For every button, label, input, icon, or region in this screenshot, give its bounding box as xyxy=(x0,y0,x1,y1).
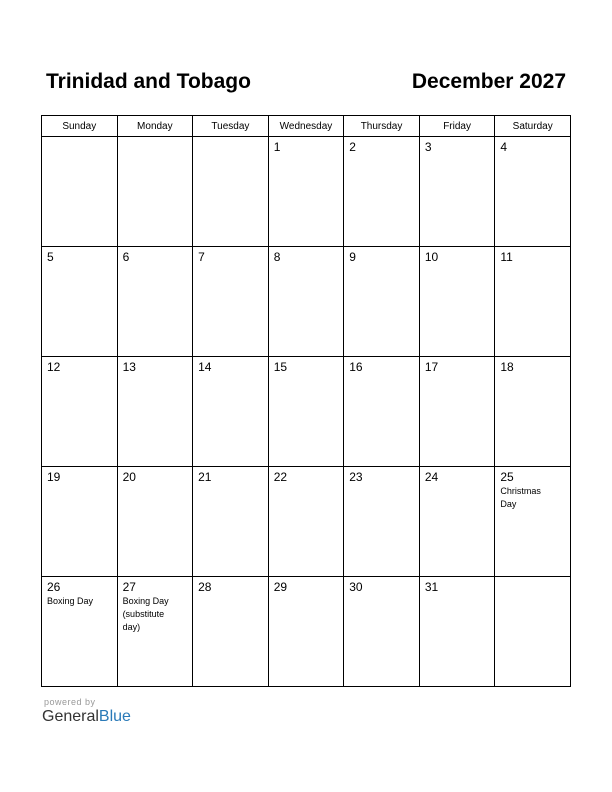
day-cell xyxy=(117,137,193,247)
day-cell xyxy=(419,577,495,687)
month-title: December 2027 xyxy=(411,70,566,93)
powered-by-text: powered by xyxy=(44,697,96,707)
day-number: 24 xyxy=(424,470,439,484)
day-cell xyxy=(42,357,118,467)
week-row xyxy=(42,577,571,687)
weekday-monday: Monday xyxy=(117,116,193,137)
calendar-grid xyxy=(41,115,571,687)
day-number: 16 xyxy=(349,360,363,374)
day-number: 17 xyxy=(424,360,439,374)
day-cell xyxy=(344,247,420,357)
day-cell xyxy=(344,577,420,687)
day-cell xyxy=(344,137,420,247)
day-number: 14 xyxy=(198,360,212,374)
day-number: 23 xyxy=(349,470,363,484)
day-cell xyxy=(268,467,344,577)
day-number: 6 xyxy=(122,250,130,264)
day-number: 27 xyxy=(122,580,136,594)
generalblue-logo[interactable] xyxy=(42,708,131,726)
calendar-header xyxy=(46,70,566,100)
day-number: 22 xyxy=(273,470,288,484)
day-number: 30 xyxy=(349,580,363,594)
weekday-header-row xyxy=(42,116,571,137)
day-cell xyxy=(42,577,118,687)
day-cell xyxy=(268,577,344,687)
day-cell xyxy=(268,357,344,467)
day-number: 2 xyxy=(349,140,356,154)
day-number: 8 xyxy=(273,250,281,264)
brand-blue: Blue xyxy=(98,708,131,725)
week-row xyxy=(42,137,571,247)
day-cell xyxy=(117,247,193,357)
day-cell xyxy=(42,467,118,577)
day-number: 12 xyxy=(47,360,61,374)
weekday-friday: Friday xyxy=(419,116,495,137)
day-cell xyxy=(117,467,193,577)
day-cell xyxy=(419,247,495,357)
day-number: 15 xyxy=(273,360,288,374)
day-cell xyxy=(117,357,193,467)
day-cell xyxy=(193,577,269,687)
day-number: 25 xyxy=(500,470,514,484)
day-number: 9 xyxy=(349,250,356,264)
day-cell xyxy=(495,137,571,247)
weekday-tuesday: Tuesday xyxy=(193,116,269,137)
day-cell xyxy=(268,247,344,357)
day-number: 19 xyxy=(47,470,61,484)
day-number: 5 xyxy=(47,250,54,264)
day-cell xyxy=(495,467,571,577)
week-row xyxy=(42,467,571,577)
day-cell xyxy=(419,137,495,247)
day-number: 3 xyxy=(424,140,432,154)
day-number: 31 xyxy=(424,580,439,594)
holiday-label: Boxing Day xyxy=(47,596,94,606)
day-cell xyxy=(42,137,118,247)
day-cell xyxy=(193,137,269,247)
holiday-label: Boxing Day (substitute day) xyxy=(122,596,169,632)
day-number: 28 xyxy=(198,580,212,594)
day-cell xyxy=(495,357,571,467)
weekday-sunday: Sunday xyxy=(42,116,118,137)
day-cell xyxy=(117,577,193,687)
day-cell xyxy=(495,577,571,687)
week-row xyxy=(42,247,571,357)
day-number: 29 xyxy=(273,580,288,594)
day-number: 21 xyxy=(198,470,212,484)
day-cell xyxy=(495,247,571,357)
day-number: 26 xyxy=(47,580,61,594)
day-number: 20 xyxy=(122,470,136,484)
day-cell xyxy=(193,247,269,357)
day-number: 11 xyxy=(500,250,513,264)
day-cell xyxy=(419,467,495,577)
day-number xyxy=(193,137,268,140)
day-number: 7 xyxy=(198,250,205,264)
day-number: 18 xyxy=(500,360,514,374)
day-number xyxy=(118,137,193,140)
day-number: 10 xyxy=(424,250,439,264)
day-cell xyxy=(419,357,495,467)
day-number: 1 xyxy=(273,140,281,154)
day-cell xyxy=(344,467,420,577)
day-cell xyxy=(344,357,420,467)
brand-general: General xyxy=(42,708,99,725)
day-cell xyxy=(193,467,269,577)
weekday-wednesday: Wednesday xyxy=(268,116,344,137)
day-number: 4 xyxy=(500,140,508,154)
holiday-label: Christmas Day xyxy=(500,486,541,509)
weekday-thursday: Thursday xyxy=(344,116,420,137)
day-number xyxy=(495,577,570,580)
day-cell xyxy=(268,137,344,247)
week-row xyxy=(42,357,571,467)
day-number xyxy=(42,137,117,140)
footer-branding xyxy=(42,697,131,726)
country-title: Trinidad and Tobago xyxy=(46,70,251,93)
day-number: 13 xyxy=(122,360,136,374)
day-cell xyxy=(42,247,118,357)
weekday-saturday: Saturday xyxy=(495,116,571,137)
day-cell xyxy=(193,357,269,467)
